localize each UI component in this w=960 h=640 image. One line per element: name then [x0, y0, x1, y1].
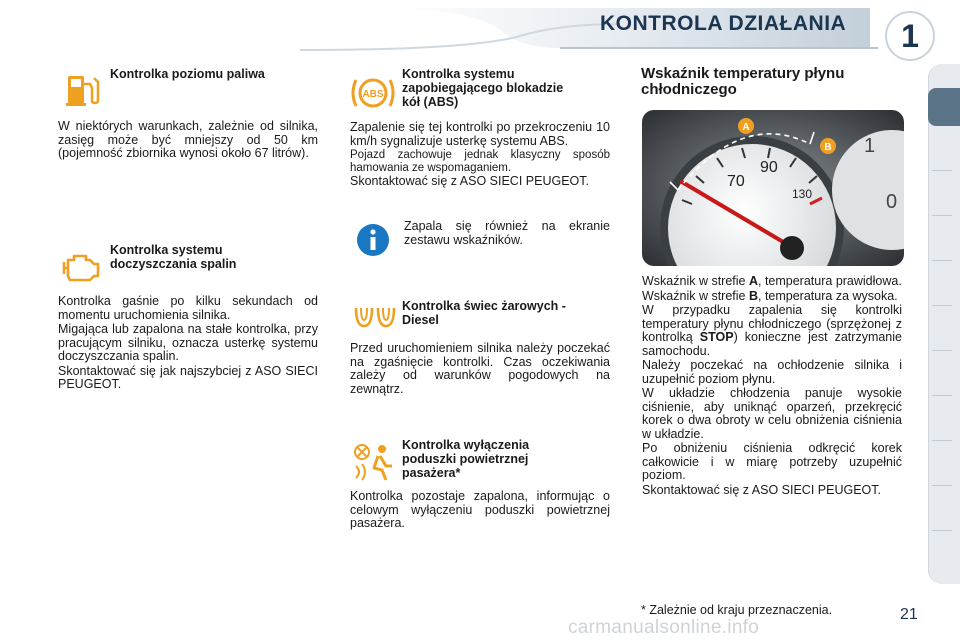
glow-paragraph: Przed uruchomieniem silnika należy poczekać na zgaśnięcie kontrolki. Czas oczekiwania zależy od warunków pogodowych na zewnątrz. [350, 341, 610, 396]
abs-icon-text: ABS [362, 89, 384, 100]
airbag-off-icon [352, 442, 396, 482]
glow-text [350, 342, 610, 397]
zone-b-label: B [748, 288, 758, 303]
active-chapter-tab [928, 88, 960, 126]
airbag-title-line: Kontrolka wyłączenia [402, 438, 530, 452]
tab-divider [932, 485, 952, 486]
emission-title [110, 243, 330, 271]
abs-title-line: zapobiegającego blokadzie [402, 81, 564, 95]
abs-title [402, 67, 622, 109]
text-span: , temperatura za wysoka. [758, 288, 898, 303]
airbag-title-line: pasażera* [402, 466, 461, 480]
airbag-title [402, 438, 622, 480]
coolant-paragraph: Po obniżeniu ciśnienia odkręcić korek całkowicie i w miarę potrzeby uzupełnić poziom. [642, 441, 902, 482]
gauge-label: 0 [886, 191, 898, 213]
emission-paragraph: Kontrolka gaśnie po kilku sekundach od momentu uruchomienia silnika. [58, 294, 318, 322]
tab-divider [932, 305, 952, 306]
airbag-text [350, 490, 610, 532]
coolant-paragraph: W układzie chłodzenia panuje wysokie ciśnienie, aby uniknąć oparzeń, przekręcić korek o dwa obroty w celu obniżenia ciśnienia w układzie. [642, 386, 902, 441]
text-span: ) konieczne jest zatrzymanie samochodu. [642, 330, 902, 358]
text-span: W przypadku zapalenia się kontrolki temperatury płynu chłodniczego (sprzężonej z kontrolką [642, 303, 902, 344]
glow-title-line: Kontrolka świec żarowych - [402, 299, 566, 313]
abs-text [350, 121, 610, 190]
tab-divider [932, 260, 952, 261]
tab-divider [932, 170, 952, 171]
text-span: Wskaźnik w strefie [642, 288, 749, 303]
coolant-paragraph: Należy poczekać na ochłodzenie silnika i uzupełnić poziom płynu. [642, 358, 902, 386]
coolant-paragraph [642, 290, 902, 304]
gauge-label: 130 [792, 187, 813, 201]
fuel-pump-icon [62, 70, 102, 110]
watermark: carmanualsonline.info [568, 617, 760, 638]
fuel-text [58, 120, 318, 162]
info-icon [355, 222, 391, 258]
emission-paragraph: Migająca lub zapalona na stałe kontrolka, przy pracującym silniku, oznacza usterkę systemu doczyszczania spalin. [58, 322, 318, 363]
tab-divider [932, 350, 952, 351]
emission-title-line: doczyszczania spalin [110, 257, 237, 271]
coolant-gauge-photo [642, 110, 904, 266]
tab-divider [932, 440, 952, 441]
emission-title-line: Kontrolka systemu [110, 243, 223, 257]
abs-title-line: kół (ABS) [402, 95, 459, 109]
coolant-title-line: chłodniczego [641, 81, 737, 98]
engine-check-icon [60, 250, 102, 284]
tab-divider [932, 395, 952, 396]
abs-paragraph: Skontaktować się z ASO SIECI PEUGEOT. [350, 174, 589, 188]
coolant-paragraph [642, 304, 902, 358]
abs-title-line: Kontrolka systemu [402, 67, 515, 81]
stop-label: STOP [699, 330, 734, 344]
chapter-tabs [928, 64, 960, 584]
chapter-number: 1 [885, 11, 935, 61]
page-number: 21 [900, 606, 918, 623]
coolant-text [642, 275, 902, 498]
glow-title [402, 299, 622, 327]
emission-text [58, 295, 318, 393]
abs-paragraph: Pojazd zachowuje jednak klasyczny sposób hamowania ze wspomaganiem. [350, 149, 610, 174]
coolant-paragraph: Skontaktować się z ASO SIECI PEUGEOT. [642, 482, 881, 497]
abs-info-text: Zapala się również na ekranie zestawu wskaźników. [404, 219, 610, 247]
text-span: Wskaźnik w strefie [642, 274, 749, 288]
zone-b-marker: B [824, 142, 832, 153]
abs-icon [350, 70, 396, 116]
glow-plug-icon [352, 304, 398, 330]
footnote: * Zależnie od kraju przeznaczenia. [641, 603, 833, 617]
glow-title-line: Diesel [402, 313, 439, 327]
zone-a-label: A [748, 274, 758, 288]
gauge-label: 70 [727, 173, 745, 190]
page-title: KONTROLA DZIAŁANIA [600, 12, 847, 35]
gauge-label: 90 [760, 159, 778, 176]
fuel-paragraph: W niektórych warunkach, zależnie od silnika, zasięg może być mniejszy od 50 km (pojemność zbiornika wynosi około 67 litrów). [58, 119, 318, 160]
text-span: , temperatura prawidłowa. [758, 274, 902, 288]
tab-divider [932, 215, 952, 216]
abs-paragraph: Zapalenie się tej kontrolki po przekroczeniu 10 km/h sygnalizuje usterkę systemu ABS. [350, 120, 610, 148]
coolant-paragraph [642, 275, 902, 289]
coolant-title-line: Wskaźnik temperatury płynu [641, 65, 845, 82]
airbag-paragraph: Kontrolka pozostaje zapalona, informując o celowym wyłączeniu poduszki powietrznej pasażera. [350, 489, 610, 530]
airbag-title-line: poduszki powietrznej [402, 452, 529, 466]
tab-divider [932, 530, 952, 531]
fuel-title: Kontrolka poziomu paliwa [110, 67, 265, 81]
gauge-label: 1 [864, 135, 876, 157]
zone-a-marker: A [742, 122, 750, 133]
coolant-title [641, 66, 901, 98]
emission-paragraph: Skontaktować się jak najszybciej z ASO SIECI PEUGEOT. [58, 363, 318, 391]
